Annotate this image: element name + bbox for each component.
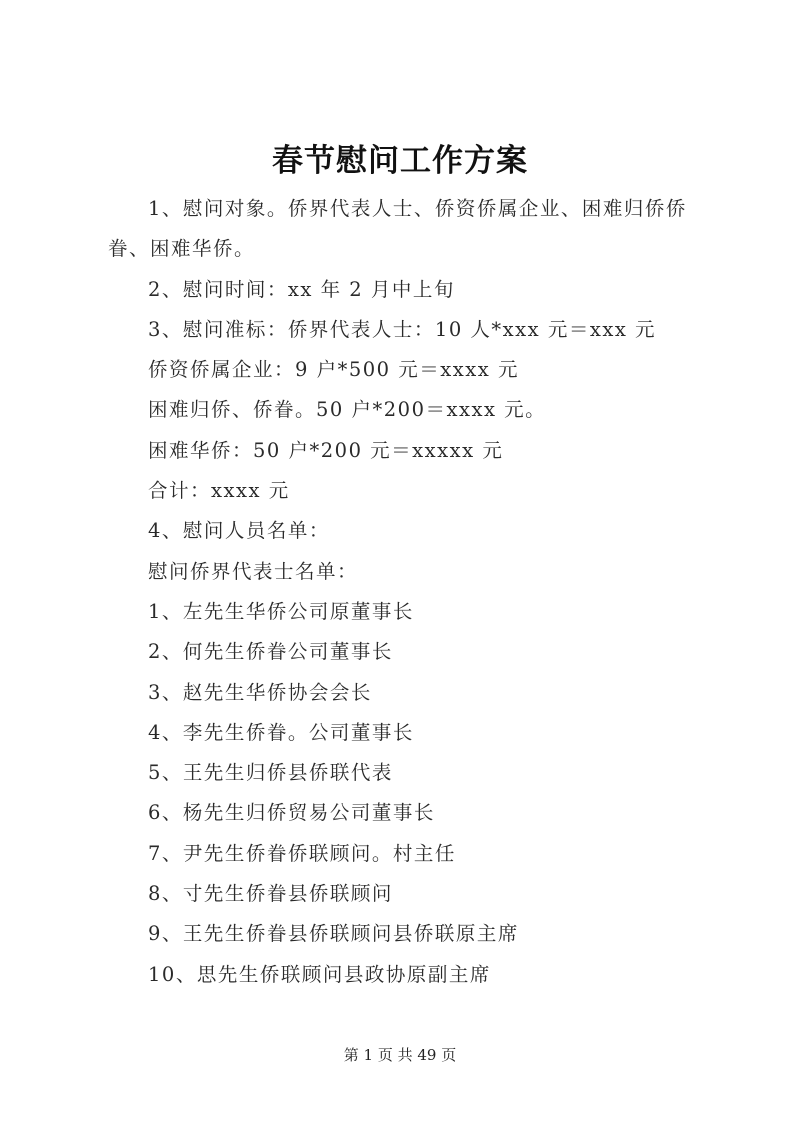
body-line: 3、赵先生华侨协会会长 bbox=[148, 680, 372, 704]
body-line: 侨资侨属企业：9 户*500 元＝xxxx 元 bbox=[148, 358, 519, 382]
body-line: 困难华侨：50 户*200 元＝xxxxx 元 bbox=[148, 438, 504, 462]
body-line: 10、思先生侨联顾问县政协原副主席 bbox=[148, 962, 491, 986]
body-line: 7、尹先生侨眷侨联顾问。村主任 bbox=[148, 841, 456, 865]
body-line: 6、杨先生归侨贸易公司董事长 bbox=[148, 801, 435, 825]
body-line: 1、慰问对象。侨界代表人士、侨资侨属企业、困难归侨侨 bbox=[148, 197, 687, 220]
body-line: 3、慰问准标：侨界代表人士：10 人*xxx 元＝xxx 元 bbox=[148, 317, 657, 341]
body-line: 8、寸先生侨眷县侨联顾问 bbox=[148, 882, 393, 906]
body-line: 2、何先生侨眷公司董事长 bbox=[148, 640, 393, 664]
body-line: 眷、困难华侨。 bbox=[108, 237, 256, 261]
document-title: 春节慰问工作方案 bbox=[272, 143, 528, 179]
body-line: 困难归侨、侨眷。50 户*200＝xxxx 元。 bbox=[148, 398, 547, 422]
body-line: 4、慰问人员名单： bbox=[148, 519, 330, 543]
body-line: 1、左先生华侨公司原董事长 bbox=[148, 599, 414, 623]
body-line: 合计：xxxx 元 bbox=[148, 479, 290, 503]
document-body bbox=[108, 189, 708, 995]
body-line: 9、王先生侨眷县侨联顾问县侨联原主席 bbox=[148, 922, 519, 946]
page-footer: 第 1 页 共 49 页 bbox=[343, 1046, 457, 1064]
body-line: 2、慰问时间：xx 年 2 月中上旬 bbox=[148, 277, 455, 301]
body-line: 慰问侨界代表士名单： bbox=[148, 559, 359, 583]
body-line: 5、王先生归侨县侨联代表 bbox=[148, 761, 393, 785]
body-line: 4、李先生侨眷。公司董事长 bbox=[148, 720, 414, 744]
